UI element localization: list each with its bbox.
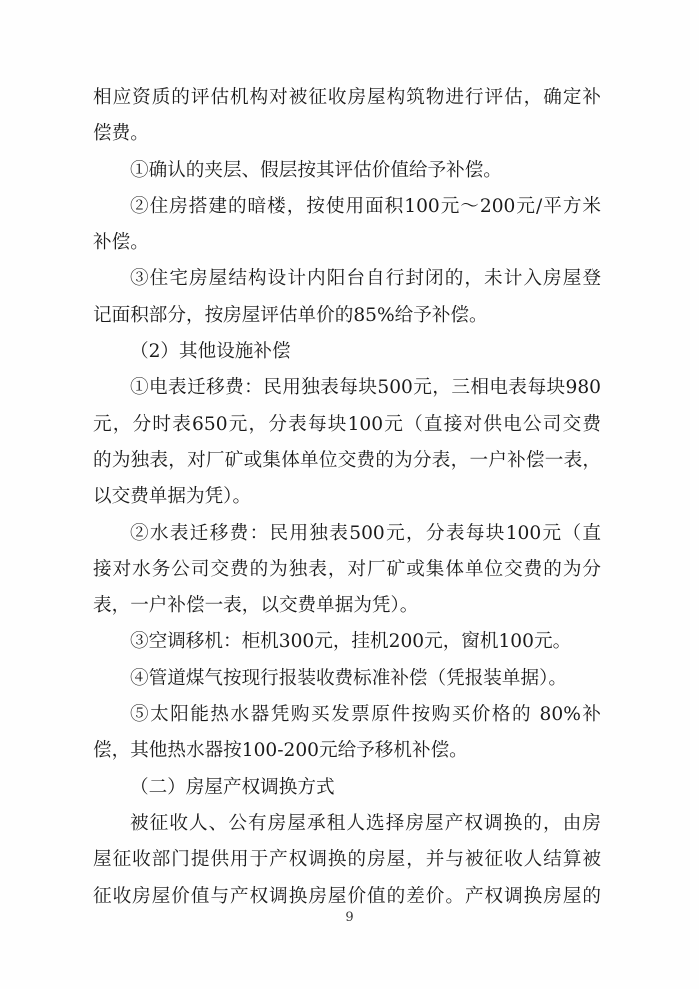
text-line: 偿，其他热水器按100-200元给予移机补偿。	[93, 740, 468, 762]
section-heading: （2）其他设施补偿	[130, 341, 291, 363]
section-heading: （二）房屋产权调换方式	[130, 776, 335, 798]
text-line: ②水表迁移费：民用独表500元，分表每块100元（直	[130, 522, 601, 544]
text-line: 的为独表，对厂矿或集体单位交费的为分表，一户补偿一表，	[93, 449, 601, 471]
text-line: ③空调移机：柜机300元，挂机200元，窗机100元。	[130, 631, 572, 653]
text-line: ④管道煤气按现行报装收费标准补偿（凭报装单据）。	[130, 667, 567, 689]
text-line: 相应资质的评估机构对被征收房屋构筑物进行评估，确定补	[93, 87, 601, 108]
text-line: 记面积部分，按房屋评估单价的85%给予补偿。	[93, 304, 488, 326]
page-number: 9	[345, 910, 354, 925]
text-line: ⑤太阳能热水器凭购买发票原件按购买价格的 80%补	[130, 704, 601, 726]
text-line: ①电表迁移费：民用独表每块500元，三相电表每块980	[130, 377, 601, 399]
text-line: 接对水务公司交费的为独表，对厂矿或集体单位交费的为分	[93, 558, 601, 580]
text-line: 偿费。	[93, 123, 149, 145]
body-text	[93, 80, 601, 915]
text-line: 屋征收部门提供用于产权调换的房屋，并与被征收人结算被	[93, 849, 601, 871]
text-line: ①确认的夹层、假层按其评估价值给予补偿。	[130, 159, 502, 181]
text-line: ②住房搭建的暗楼，按使用面积100元～200元/平方米	[130, 195, 601, 217]
text-line: 元，分时表650元，分表每块100元（直接对供电公司交费	[93, 413, 601, 435]
text-line: 表，一户补偿一表，以交费单据为凭）。	[93, 595, 419, 617]
text-line: 被征收人、公有房屋承租人选择房屋产权调换的，由房	[130, 812, 601, 834]
text-line: 补偿。	[93, 232, 149, 254]
text-line: 以交费单据为凭）。	[93, 486, 252, 508]
text-line: ③住宅房屋结构设计内阳台自行封闭的，未计入房屋登	[130, 268, 601, 290]
text-line: 征收房屋价值与产权调换房屋价值的差价。产权调换房屋的	[93, 885, 601, 907]
